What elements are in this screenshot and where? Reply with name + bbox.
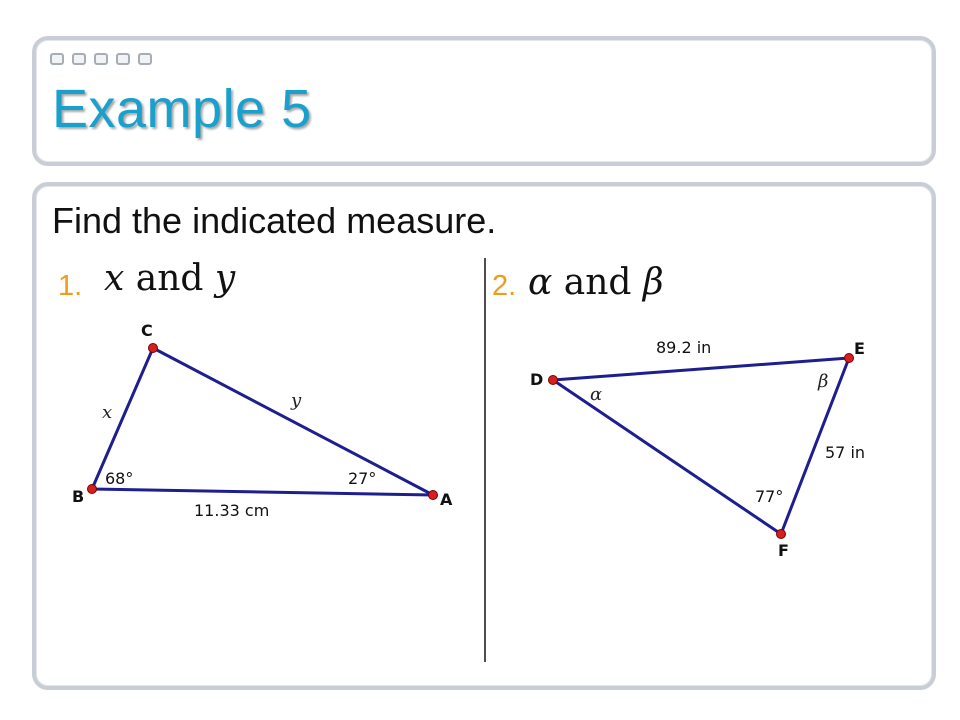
vertex-e-label: E [854,339,865,358]
angle-f-label: 77° [755,487,784,506]
problem-2-number: 2. [492,270,517,302]
problem-1-number: 1. [58,270,83,302]
problem-1-conjunction: and [135,258,204,299]
vertex-b-label: B [72,487,85,506]
vertex-d-point [549,376,558,385]
vertex-a-point [429,491,438,500]
vertex-d-label: D [530,370,544,389]
angle-b-label: 68° [105,469,134,488]
vertex-f-point [777,530,786,539]
triangle-1-edges [92,348,433,495]
side-de-label: 89.2 in [656,338,712,357]
side-ef-label: 57 in [825,443,866,462]
problem-1-var1: x [104,258,125,299]
slide-title: Example 5 [52,79,312,139]
problem-2-var1: α [528,262,553,303]
side-ba-label: 11.33 cm [194,501,270,520]
triangle-1 [72,321,453,520]
problem-1-var2: y [214,258,236,299]
vertex-b-point [88,485,97,494]
vertex-c-point [149,344,158,353]
vertex-e-point [845,354,854,363]
side-ca-label: y [291,390,302,411]
problem-2-var2: β [642,262,664,303]
problem-2-conjunction: and [563,262,632,303]
angle-d-label: α [590,384,603,405]
angle-e-label: β [818,371,829,392]
vertex-a-label: A [440,490,453,509]
instruction-text: Find the indicated measure. [52,200,497,241]
side-bc-label: x [102,402,113,423]
triangle-2 [530,338,865,560]
vertex-f-label: F [778,541,789,560]
vertex-c-label: C [141,321,153,340]
angle-a-label: 27° [348,469,377,488]
